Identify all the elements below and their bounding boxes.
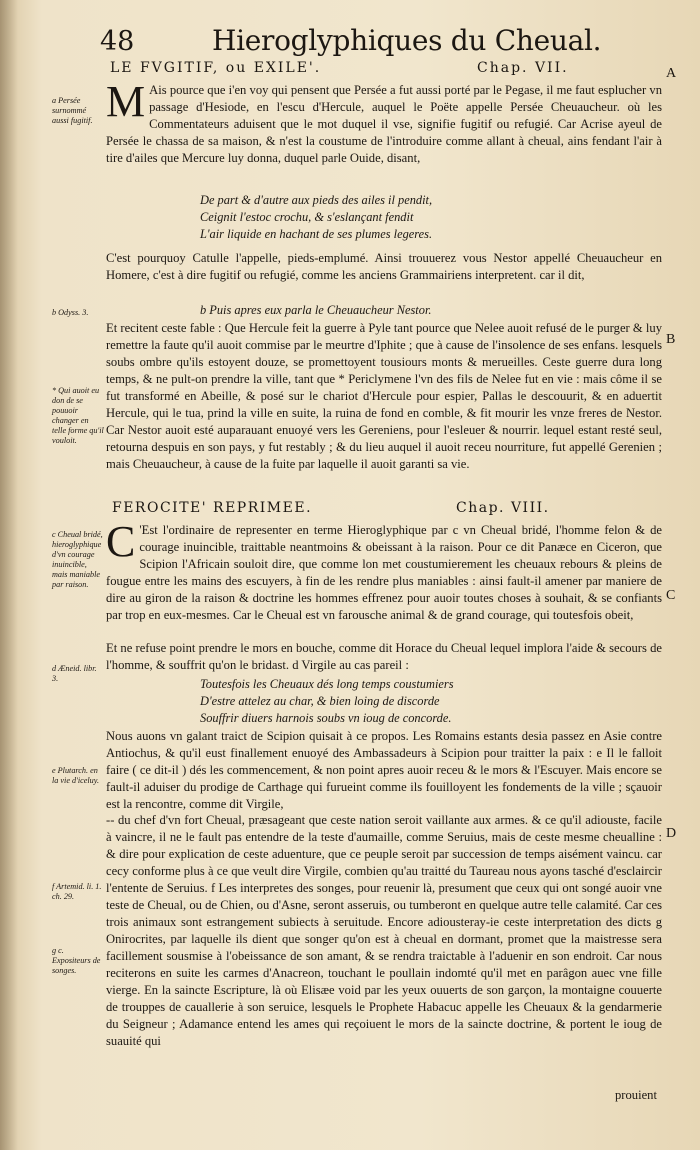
verse-line: De part & d'autre aux pieds des ailes il pendit,	[200, 193, 433, 207]
homer-verse	[200, 302, 660, 319]
margin-note-e: e Plutarch. en la vie d'iceluy.	[52, 766, 99, 785]
verse-line: Toutesfois les Cheuaux dés long temps coustumiers	[200, 677, 454, 691]
chapter-7-title: LE FVGITIF, ou EXILE'.	[110, 60, 322, 76]
verse-line: L'air liquide en hachant de ses plumes legeres.	[200, 227, 433, 241]
section-marker-d: D	[666, 826, 677, 841]
section-marker-c: C	[666, 588, 676, 603]
paragraph-text: -- du chef d'vn fort Cheual, præsageant que ceste nation seroit vaillante aux armes. & ce qu'il adiouste, facile à vaincre, il ne le fault pas entendre de la teste d'aumaille, comme Seruius, mais de ceste mesme cheualline : & dire pour explication de ceste aduenture, que ce peuple seroit par succession de temps aisément vaincu. car cecy conforme plus à ce que veult dire Virgile, combien qu'au traitté du Taureau nous ayons tasché d'esclaircir l'entente de Seruius. f Les interpretes des songes, pour reuenir là, presument que ceux qui ont songé auoir vne teste de Cheual, ou de Chien, ou d'Asne, seront asseruis, ou tumberont en quelque autre telle calamité. Car ces trois animaux sont estrangement subiects à seruitude. Encore adiousteray-ie ceste interpretation des dicts g Onirocrites, par laquelle ils dient que songer qu'on est à cheual en dormant, promet que la maistresse sera facillement sousmise à l'obeissance de son amant, & se rendra traictable à l'aduenir en son endroit. Car nous reciterons en suite les carmes d'Anacreon, touchant le poullain indomté qu'il met en parâgon auec vne fille vierge. En la saincte Escripture, là où Elisæe void par les yeux ouuerts de son garçon, la montaigne couuerte de trouppes de cauallerie à son seruice, lesquels le Prophete Habacuc appelle les Cheuaux & la gendarmerie du Seigneur ; Adamance entend les ames qui reçoiuent le mors de la saincte doctrine, & portent le ioug de suauité qui	[106, 813, 662, 1048]
margin-note-f: f Artemid. li. 1. ch. 29.	[52, 882, 102, 901]
chapter-8-heading	[112, 500, 652, 520]
paragraph-text: Et recitent ceste fable : Que Hercule feit la guerre à Pyle tant pource que Nelee auoit refusé de le purger & luy remettre la faute qu'il auoit commise par le meurtre d'Iphite ; que à cause de l'insolence de ses enfans. lesquels soubs ombre qu'ils estoyent douze, se promettoyent tousiours monts & merueilles. Ceste guerre dura long temps, & ne pult-on prendre la ville, tant que * Periclymene l'vn des fils de Nelee fut en vie : mais côme il se fut transformé en Abeille, & posé sur le chariot d'Hercule pour espier, Pallas le descouurit, & en aduertit Hercule, qui le tua, prind la ville en suite, la ruina de fond en comble, & fit mourir les vnze freres de Nestor. Car Nestor auoit esté auparauant enuoyé vers les Gereniens, pour l'esleuer & nourrir. lequel estant resté seul, retourna despuis en son pays, y fut restably ; & du lieu auquel il auoit receu nourriture, fut appellé Gerenien ; mais Cheuaucheur, à cause de la fuite par laquelle il auoit garanti sa vie.	[106, 321, 662, 471]
verse-line: b Puis apres eux parla le Cheuaucheur Nestor.	[200, 303, 432, 317]
margin-note-g: g c. Expositeurs de songes.	[52, 946, 101, 975]
margin-note-c: c Cheual bridé, hieroglyphique d'vn courage inuincible, mais maniable par raison.	[52, 530, 103, 589]
catchword: prouient	[615, 1088, 657, 1102]
margin-note-b: b Odyss. 3.	[52, 308, 89, 317]
binding-shadow	[0, 0, 18, 1150]
drop-cap-c: C	[106, 517, 136, 566]
chapter-8-number: Chap. VIII.	[456, 500, 550, 516]
paragraph-text: C'est pourquoy Catulle l'appelle, pieds-emplumé. Ainsi trouuerez vous Nestor appellé Cheuaucheur en Homere, c'est à dire fugitif ou refugié, comme les anciens Grammairiens interpretent. car il dit,	[106, 251, 662, 282]
paragraph-text: Et ne refuse point prendre le mors en bouche, comme dit Horace du Cheual lequel implora l'aide & secours de l'homme, & souffrit qu'on le bridast. d Virgile au cas pareil :	[106, 641, 662, 672]
chapter-8-paragraph-3	[106, 728, 662, 813]
chapter-8-paragraph-4	[106, 812, 662, 1050]
chapter-8-paragraph-2	[106, 640, 662, 674]
margin-note-d: d Æneid. libr. 3.	[52, 664, 97, 683]
verse-line: Souffrir diuers harnois soubs vn ioug de concorde.	[200, 711, 452, 725]
chapter-7-paragraph-3	[106, 320, 662, 473]
paragraph-text: 'Est l'ordinaire de representer en terme Hieroglyphique par c vn Cheual bridé, l'homme felon & de courage inuincible, traittable neantmoins & obeissant à la raison. Pour ce dit Panæce en Ciceron, que Scipion l'Africain souloit dire, que comme lon met coustumierement les cheuaux rebours & pleins de fougue entre les mains des escuyers, à fin de les rendre plus maniables : ainsi fault-il amener par maniere de dire au giron de la raison & doctrine les hommes effrenez pour auoir toutes choses à souhait, & se confiants par trop en eux-mesmes. Car le Cheual est vn farousche animal & de grand courage, qui toutesfois obeit,	[106, 523, 662, 622]
section-marker-a: A	[666, 66, 677, 81]
chapter-8-paragraph-1	[106, 517, 662, 624]
paragraph-text: Ais pource que i'en voy qui pensent que Persée a fut aussi porté par le Pegase, il me faut esplucher vn passage d'Hesiode, en l'escu d'Hercule, auquel le Poëte appelle Persée Cheuaucheur. où les Commentateurs aduisent que le mot duquel il vse, signifie fugitif ou refugié. Car Acrise ayeul de Persée le chassa de sa maison, & n'est la coustume de l'introduire comme allant à cheual, ains fendant l'air à tire d'ailes que Mercure luy donna, duquel parle Ouide, disant,	[106, 83, 662, 165]
chapter-7-number: Chap. VII.	[477, 60, 569, 76]
chapter-8-title: FEROCITE' REPRIMEE.	[112, 500, 313, 516]
chapter-7-paragraph-1	[106, 77, 662, 167]
ovid-verse	[200, 192, 660, 243]
page-number: 48	[100, 26, 135, 57]
section-marker-b: B	[666, 332, 676, 347]
margin-note-star: * Qui auoit eu don de se pouuoir changer en telle forme qu'il vouloit.	[52, 386, 104, 445]
chapter-7-heading	[110, 60, 650, 82]
paragraph-text: Nous auons vn galant traict de Scipion quisait à ce propos. Les Romains estants desia passez en Asie contre Antiochus, & qu'il eust finallement enuoyé des Ambassadeurs à Scipion pour traitter la paix : e Il le falloit faire ( ce dit-il ) dés les commencement, & non point apres auoir receu & le mors & l'Escuyer. Mais encore se fault-il aduiser du prodige de Carthage qui furueint comme ils fouilloyent les fondements de la ville ; sçauoir est la rencontre, comme dit Virgile,	[106, 729, 662, 811]
running-title: Hieroglyphiques du Cheual.	[212, 24, 602, 57]
margin-note-a: a Persée surnommé aussi fugitif.	[52, 96, 93, 125]
drop-cap-m: M	[106, 77, 146, 126]
verse-line: D'estre attelez au char, & bien loing de discorde	[200, 694, 440, 708]
virgil-verse	[200, 676, 660, 727]
chapter-7-paragraph-2	[106, 250, 662, 284]
verse-line: Ceignit l'estoc crochu, & s'eslançant fendit	[200, 210, 414, 224]
page-header	[100, 20, 680, 60]
